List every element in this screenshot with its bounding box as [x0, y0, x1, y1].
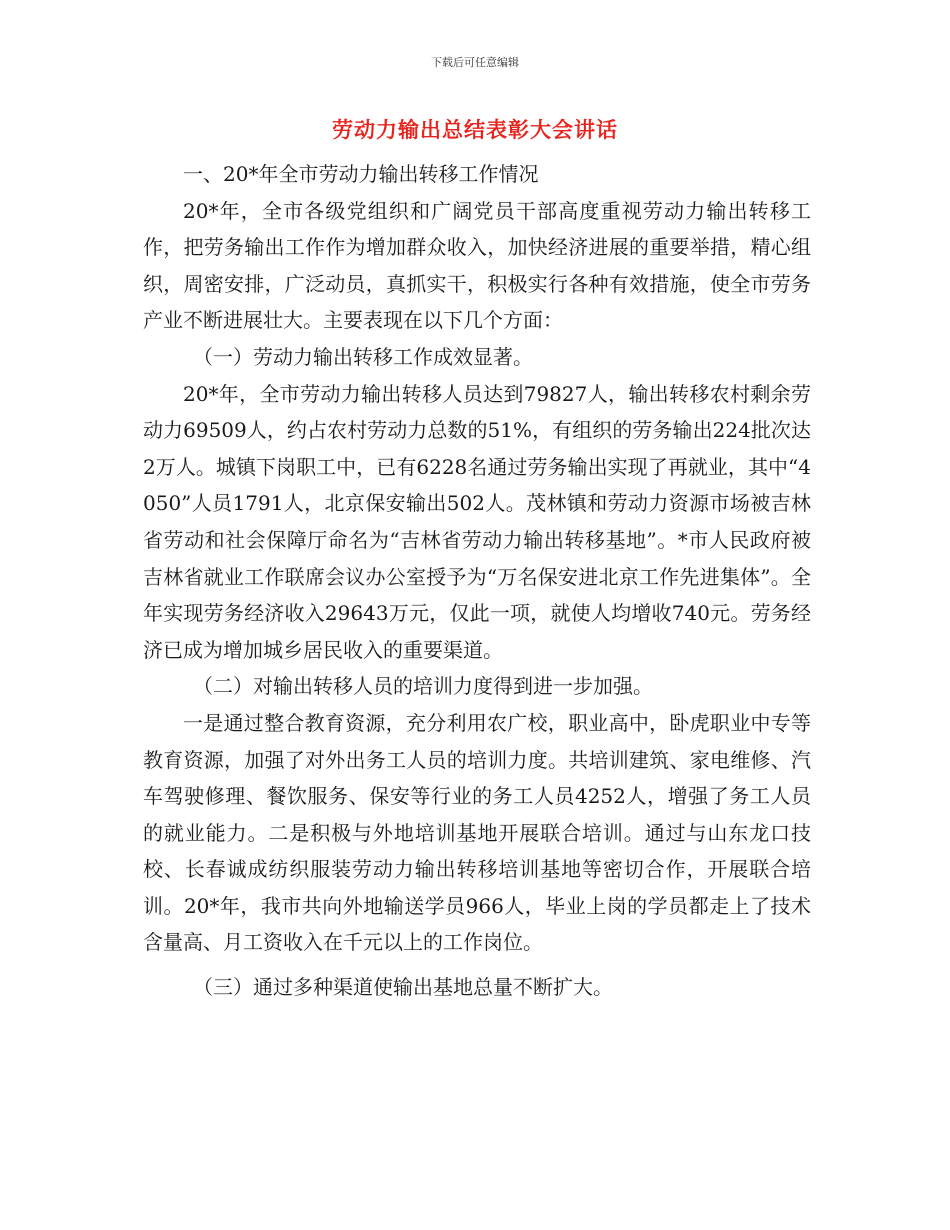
subsection-heading: （二）对输出转移人员的培训力度得到进一步加强。	[193, 674, 653, 699]
subsection-heading: （一）劳动力输出转移工作成效显著。	[193, 344, 533, 369]
document-title: 劳动力输出总结表彰大会讲话	[332, 118, 618, 142]
header-note: 下载后可任意编辑	[431, 56, 519, 69]
paragraph: 20*年，全市劳动力输出转移人员达到79827人，输出转移农村剩余劳动力69509人，约占农村劳动力总数的51%，有组织的劳务输出224批次达2万人。城镇下岗职工中，已有6228名通过劳务输出实现了再就业，其中“4050”人员1791人，北京保安输出502人。茂林镇和劳动力资源市场被吉林省劳动和社会保障厅命名为“吉林省劳动力输出转移基地”。*市人民政府被吉林省就业工作联席会议办公室授予为“万名保安进北京工作先进集体”。全年实现劳务经济收入29643万元，仅此一项，就使人均增收740元。劳务经济已成为增加城乡居民收入的重要渠道。	[143, 381, 811, 662]
paragraph: 一是通过整合教育资源，充分利用农广校，职业高中，卧虎职业中专等教育资源，加强了对外出务工人员的培训力度。共培训建筑、家电维修、汽车驾驶修理、餐饮服务、保安等行业的务工人员4252人，增强了务工人员的就业能力。二是积极与外地培训基地开展联合培训。通过与山东龙口技校、长春诚成纺织服装劳动力输出转移培训基地等密切合作，开展联合培训。20*年，我市共向外地输送学员966人，毕业上岗的学员都走上了技术含量高、月工资收入在千元以上的工作岗位。	[143, 710, 811, 955]
section-heading: 一、20*年全市劳动力输出转移工作情况	[183, 162, 539, 186]
document-body	[143, 156, 811, 1006]
subsection-heading: （三）通过多种渠道使输出基地总量不断扩大。	[193, 975, 613, 1000]
paragraph: 20*年，全市各级党组织和广阔党员干部高度重视劳动力输出转移工作，把劳务输出工作作为增加群众收入，加快经济进展的重要举措，精心组织，周密安排，广泛动员，真抓实干，积极实行各种有效措施，使全市劳务产业不断进展壮大。主要表现在以下几个方面：	[143, 198, 811, 333]
